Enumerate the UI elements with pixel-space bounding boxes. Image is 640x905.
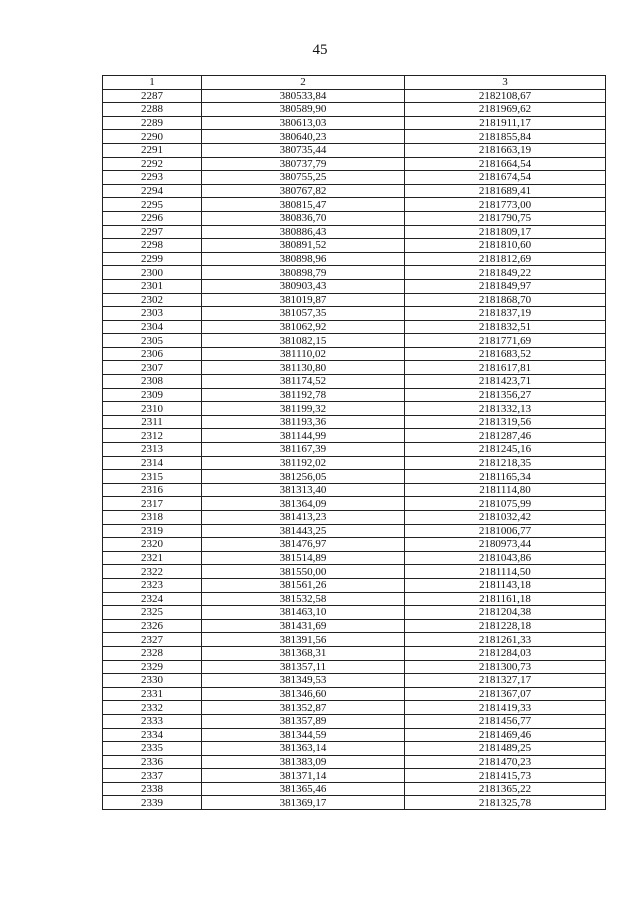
column-header-3: 3 <box>405 76 606 90</box>
point-number-cell: 2288 <box>103 103 202 117</box>
table-row <box>103 782 606 796</box>
x-coordinate-cell: 381110,02 <box>202 347 405 361</box>
table-row <box>103 320 606 334</box>
y-coordinate-cell: 2181204,38 <box>405 606 606 620</box>
x-coordinate-cell: 380755,25 <box>202 171 405 185</box>
point-number-cell: 2325 <box>103 606 202 620</box>
x-coordinate-cell: 381346,60 <box>202 687 405 701</box>
x-coordinate-cell: 381167,39 <box>202 443 405 457</box>
y-coordinate-cell: 2181165,34 <box>405 470 606 484</box>
point-number-cell: 2326 <box>103 619 202 633</box>
x-coordinate-cell: 380737,79 <box>202 157 405 171</box>
table-row <box>103 633 606 647</box>
x-coordinate-cell: 381344,59 <box>202 728 405 742</box>
table-row <box>103 511 606 525</box>
table-row <box>103 497 606 511</box>
point-number-cell: 2306 <box>103 347 202 361</box>
y-coordinate-cell: 2181617,81 <box>405 361 606 375</box>
point-number-cell: 2300 <box>103 266 202 280</box>
y-coordinate-cell: 2181325,78 <box>405 796 606 810</box>
y-coordinate-cell: 2181415,73 <box>405 769 606 783</box>
coordinates-table <box>102 75 606 810</box>
point-number-cell: 2321 <box>103 551 202 565</box>
point-number-cell: 2319 <box>103 524 202 538</box>
y-coordinate-cell: 2181771,69 <box>405 334 606 348</box>
point-number-cell: 2303 <box>103 307 202 321</box>
table-header <box>103 76 606 90</box>
table-row <box>103 211 606 225</box>
table-row <box>103 415 606 429</box>
x-coordinate-cell: 381144,99 <box>202 429 405 443</box>
y-coordinate-cell: 2181143,18 <box>405 578 606 592</box>
y-coordinate-cell: 2181365,22 <box>405 782 606 796</box>
point-number-cell: 2334 <box>103 728 202 742</box>
table-row <box>103 429 606 443</box>
table-row <box>103 524 606 538</box>
table-row <box>103 334 606 348</box>
y-coordinate-cell: 2181423,71 <box>405 375 606 389</box>
point-number-cell: 2313 <box>103 443 202 457</box>
y-coordinate-cell: 2181911,17 <box>405 116 606 130</box>
x-coordinate-cell: 380613,03 <box>202 116 405 130</box>
x-coordinate-cell: 381193,36 <box>202 415 405 429</box>
column-header-2: 2 <box>202 76 405 90</box>
x-coordinate-cell: 381365,46 <box>202 782 405 796</box>
table-row <box>103 266 606 280</box>
table-row <box>103 89 606 103</box>
table-row <box>103 103 606 117</box>
y-coordinate-cell: 2181075,99 <box>405 497 606 511</box>
y-coordinate-cell: 2181664,54 <box>405 157 606 171</box>
point-number-cell: 2336 <box>103 755 202 769</box>
x-coordinate-cell: 381349,53 <box>202 674 405 688</box>
point-number-cell: 2311 <box>103 415 202 429</box>
y-coordinate-cell: 2181419,33 <box>405 701 606 715</box>
table-row <box>103 130 606 144</box>
point-number-cell: 2308 <box>103 375 202 389</box>
table-row <box>103 742 606 756</box>
point-number-cell: 2335 <box>103 742 202 756</box>
y-coordinate-cell: 2181367,07 <box>405 687 606 701</box>
point-number-cell: 2289 <box>103 116 202 130</box>
x-coordinate-cell: 381082,15 <box>202 334 405 348</box>
table-row <box>103 483 606 497</box>
x-coordinate-cell: 381369,17 <box>202 796 405 810</box>
y-coordinate-cell: 2181489,25 <box>405 742 606 756</box>
point-number-cell: 2287 <box>103 89 202 103</box>
y-coordinate-cell: 2181228,18 <box>405 619 606 633</box>
x-coordinate-cell: 381413,23 <box>202 511 405 525</box>
table-row <box>103 470 606 484</box>
point-number-cell: 2324 <box>103 592 202 606</box>
table-row <box>103 538 606 552</box>
table-row <box>103 157 606 171</box>
y-coordinate-cell: 2181356,27 <box>405 388 606 402</box>
point-number-cell: 2291 <box>103 143 202 157</box>
y-coordinate-cell: 2181837,19 <box>405 307 606 321</box>
y-coordinate-cell: 2181470,23 <box>405 755 606 769</box>
x-coordinate-cell: 381357,11 <box>202 660 405 674</box>
x-coordinate-cell: 380898,79 <box>202 266 405 280</box>
table-row <box>103 646 606 660</box>
point-number-cell: 2302 <box>103 293 202 307</box>
x-coordinate-cell: 380898,96 <box>202 252 405 266</box>
y-coordinate-cell: 2182108,67 <box>405 89 606 103</box>
point-number-cell: 2339 <box>103 796 202 810</box>
table-row <box>103 565 606 579</box>
y-coordinate-cell: 2181114,50 <box>405 565 606 579</box>
point-number-cell: 2298 <box>103 239 202 253</box>
x-coordinate-cell: 381514,89 <box>202 551 405 565</box>
y-coordinate-cell: 2181810,60 <box>405 239 606 253</box>
x-coordinate-cell: 380767,82 <box>202 184 405 198</box>
point-number-cell: 2290 <box>103 130 202 144</box>
table-row <box>103 198 606 212</box>
table-row <box>103 660 606 674</box>
y-coordinate-cell: 2181969,62 <box>405 103 606 117</box>
x-coordinate-cell: 380735,44 <box>202 143 405 157</box>
table-row <box>103 225 606 239</box>
x-coordinate-cell: 381352,87 <box>202 701 405 715</box>
point-number-cell: 2304 <box>103 320 202 334</box>
table-row <box>103 375 606 389</box>
table-row <box>103 796 606 810</box>
point-number-cell: 2292 <box>103 157 202 171</box>
point-number-cell: 2310 <box>103 402 202 416</box>
point-number-cell: 2299 <box>103 252 202 266</box>
y-coordinate-cell: 2181456,77 <box>405 714 606 728</box>
point-number-cell: 2301 <box>103 279 202 293</box>
y-coordinate-cell: 2181849,22 <box>405 266 606 280</box>
x-coordinate-cell: 381383,09 <box>202 755 405 769</box>
table-row <box>103 184 606 198</box>
y-coordinate-cell: 2181469,46 <box>405 728 606 742</box>
point-number-cell: 2309 <box>103 388 202 402</box>
table-row <box>103 714 606 728</box>
x-coordinate-cell: 381368,31 <box>202 646 405 660</box>
table-row <box>103 279 606 293</box>
table-body <box>103 89 606 809</box>
table-row <box>103 456 606 470</box>
point-number-cell: 2328 <box>103 646 202 660</box>
y-coordinate-cell: 2181287,46 <box>405 429 606 443</box>
y-coordinate-cell: 2181218,35 <box>405 456 606 470</box>
y-coordinate-cell: 2181868,70 <box>405 293 606 307</box>
point-number-cell: 2295 <box>103 198 202 212</box>
table-row <box>103 388 606 402</box>
point-number-cell: 2296 <box>103 211 202 225</box>
x-coordinate-cell: 380640,23 <box>202 130 405 144</box>
table-row <box>103 578 606 592</box>
y-coordinate-cell: 2181327,17 <box>405 674 606 688</box>
point-number-cell: 2320 <box>103 538 202 552</box>
table-row <box>103 143 606 157</box>
point-number-cell: 2315 <box>103 470 202 484</box>
y-coordinate-cell: 2181114,80 <box>405 483 606 497</box>
x-coordinate-cell: 380815,47 <box>202 198 405 212</box>
table-row <box>103 755 606 769</box>
point-number-cell: 2323 <box>103 578 202 592</box>
point-number-cell: 2338 <box>103 782 202 796</box>
x-coordinate-cell: 381192,02 <box>202 456 405 470</box>
y-coordinate-cell: 2181663,19 <box>405 143 606 157</box>
y-coordinate-cell: 2181245,16 <box>405 443 606 457</box>
point-number-cell: 2322 <box>103 565 202 579</box>
point-number-cell: 2316 <box>103 483 202 497</box>
table-row <box>103 347 606 361</box>
x-coordinate-cell: 381561,26 <box>202 578 405 592</box>
table-row <box>103 252 606 266</box>
x-coordinate-cell: 381532,58 <box>202 592 405 606</box>
table-row <box>103 701 606 715</box>
page-number: 45 <box>312 42 328 58</box>
x-coordinate-cell: 381199,32 <box>202 402 405 416</box>
y-coordinate-cell: 2181674,54 <box>405 171 606 185</box>
y-coordinate-cell: 2180973,44 <box>405 538 606 552</box>
x-coordinate-cell: 381174,52 <box>202 375 405 389</box>
point-number-cell: 2332 <box>103 701 202 715</box>
table-row <box>103 171 606 185</box>
column-header-1: 1 <box>103 76 202 90</box>
y-coordinate-cell: 2181319,56 <box>405 415 606 429</box>
y-coordinate-cell: 2181773,00 <box>405 198 606 212</box>
table-row <box>103 606 606 620</box>
point-number-cell: 2329 <box>103 660 202 674</box>
y-coordinate-cell: 2181043,86 <box>405 551 606 565</box>
table-row <box>103 769 606 783</box>
table-row <box>103 728 606 742</box>
table-row <box>103 443 606 457</box>
table-row <box>103 239 606 253</box>
y-coordinate-cell: 2181284,03 <box>405 646 606 660</box>
table-row <box>103 307 606 321</box>
y-coordinate-cell: 2181161,18 <box>405 592 606 606</box>
x-coordinate-cell: 381130,80 <box>202 361 405 375</box>
table-row <box>103 293 606 307</box>
x-coordinate-cell: 380533,84 <box>202 89 405 103</box>
x-coordinate-cell: 380589,90 <box>202 103 405 117</box>
x-coordinate-cell: 381192,78 <box>202 388 405 402</box>
x-coordinate-cell: 381463,10 <box>202 606 405 620</box>
point-number-cell: 2330 <box>103 674 202 688</box>
y-coordinate-cell: 2181689,41 <box>405 184 606 198</box>
x-coordinate-cell: 380886,43 <box>202 225 405 239</box>
x-coordinate-cell: 381476,97 <box>202 538 405 552</box>
table-row <box>103 687 606 701</box>
y-coordinate-cell: 2181261,33 <box>405 633 606 647</box>
point-number-cell: 2317 <box>103 497 202 511</box>
x-coordinate-cell: 381364,09 <box>202 497 405 511</box>
point-number-cell: 2327 <box>103 633 202 647</box>
point-number-cell: 2293 <box>103 171 202 185</box>
point-number-cell: 2294 <box>103 184 202 198</box>
y-coordinate-cell: 2181855,84 <box>405 130 606 144</box>
point-number-cell: 2305 <box>103 334 202 348</box>
y-coordinate-cell: 2181032,42 <box>405 511 606 525</box>
point-number-cell: 2331 <box>103 687 202 701</box>
x-coordinate-cell: 381057,35 <box>202 307 405 321</box>
x-coordinate-cell: 381363,14 <box>202 742 405 756</box>
table-row <box>103 619 606 633</box>
header-row <box>103 76 606 90</box>
point-number-cell: 2318 <box>103 511 202 525</box>
point-number-cell: 2312 <box>103 429 202 443</box>
y-coordinate-cell: 2181812,69 <box>405 252 606 266</box>
y-coordinate-cell: 2181809,17 <box>405 225 606 239</box>
x-coordinate-cell: 381019,87 <box>202 293 405 307</box>
x-coordinate-cell: 381550,00 <box>202 565 405 579</box>
x-coordinate-cell: 380891,52 <box>202 239 405 253</box>
table-row <box>103 402 606 416</box>
y-coordinate-cell: 2181683,52 <box>405 347 606 361</box>
x-coordinate-cell: 381313,40 <box>202 483 405 497</box>
y-coordinate-cell: 2181300,73 <box>405 660 606 674</box>
point-number-cell: 2307 <box>103 361 202 375</box>
point-number-cell: 2314 <box>103 456 202 470</box>
table-row <box>103 116 606 130</box>
x-coordinate-cell: 381391,56 <box>202 633 405 647</box>
x-coordinate-cell: 381443,25 <box>202 524 405 538</box>
x-coordinate-cell: 380836,70 <box>202 211 405 225</box>
y-coordinate-cell: 2181006,77 <box>405 524 606 538</box>
table-row <box>103 674 606 688</box>
table-row <box>103 361 606 375</box>
x-coordinate-cell: 381062,92 <box>202 320 405 334</box>
table-row <box>103 592 606 606</box>
point-number-cell: 2333 <box>103 714 202 728</box>
y-coordinate-cell: 2181332,13 <box>405 402 606 416</box>
x-coordinate-cell: 381371,14 <box>202 769 405 783</box>
point-number-cell: 2297 <box>103 225 202 239</box>
point-number-cell: 2337 <box>103 769 202 783</box>
y-coordinate-cell: 2181849,97 <box>405 279 606 293</box>
x-coordinate-cell: 381256,05 <box>202 470 405 484</box>
y-coordinate-cell: 2181832,51 <box>405 320 606 334</box>
x-coordinate-cell: 381431,69 <box>202 619 405 633</box>
y-coordinate-cell: 2181790,75 <box>405 211 606 225</box>
table-row <box>103 551 606 565</box>
x-coordinate-cell: 381357,89 <box>202 714 405 728</box>
x-coordinate-cell: 380903,43 <box>202 279 405 293</box>
